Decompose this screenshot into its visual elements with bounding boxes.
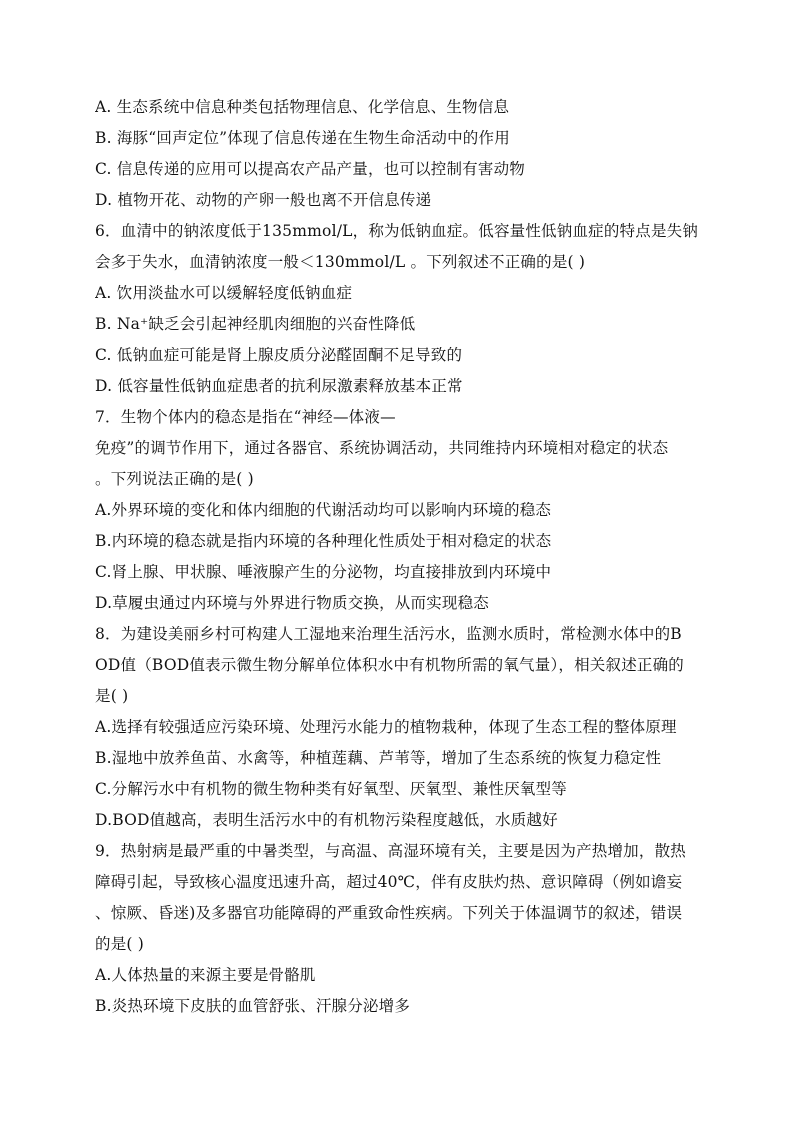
q9-stem-line-1: 9．热射病是最严重的中暑类型，与高温、高湿环境有关，主要是因为产热增加，散热 <box>95 842 686 860</box>
q9-stem-line-3: 、惊厥、昏迷)及多器官功能障碍的严重致命性疾病。下列关于体温调节的叙述，错误 <box>95 904 683 922</box>
q5-option-c: C. 信息传递的应用可以提高农产品产量，也可以控制有害动物 <box>95 160 525 178</box>
q8-option-c: C.分解污水中有机物的微生物种类有好氧型、厌氧型、兼性厌氧型等 <box>95 780 567 798</box>
q7-option-c: C.肾上腺、甲状腺、唾液腺产生的分泌物，均直接排放到内环境中 <box>95 563 552 581</box>
q5-option-d: D. 植物开花、动物的产卵一般也离不开信息传递 <box>95 191 432 209</box>
q7-option-d: D.草履虫通过内环境与外界进行物质交换，从而实现稳态 <box>95 594 490 612</box>
q8-stem-line-2: OD值（BOD值表示微生物分解单位体积水中有机物所需的氧气量），相关叙述正确的 <box>95 656 684 674</box>
q9-stem-line-2: 障碍引起，导致核心温度迅速升高，超过40℃，伴有皮肤灼热、意识障碍（例如谵妄 <box>95 873 683 891</box>
q8-stem-line-3: 是( ) <box>95 687 129 705</box>
q7-stem-line-3: 。下列说法正确的是( ) <box>95 470 254 488</box>
q6-stem-line-1: 6．血清中的钠浓度低于135mmol/L，称为低钠血症。低容量性低钠血症的特点是失钠 <box>95 222 699 240</box>
q7-stem-line-1: 7．生物个体内的稳态是指在“神经—体液— <box>95 408 396 426</box>
q5-option-b: B. 海豚“回声定位”体现了信息传递在生物生命活动中的作用 <box>95 129 510 147</box>
q5-option-a: A. 生态系统中信息种类包括物理信息、化学信息、生物信息 <box>95 98 510 116</box>
q7-option-a: A.外界环境的变化和体内细胞的代谢活动均可以影响内环境的稳态 <box>95 501 552 519</box>
q7-option-b: B.内环境的稳态就是指内环境的各种理化性质处于相对稳定的状态 <box>95 532 552 550</box>
q8-option-b: B.湿地中放养鱼苗、水禽等，种植莲藕、芦苇等，增加了生态系统的恢复力稳定性 <box>95 749 662 767</box>
q6-stem-line-2: 会多于失水，血清钠浓度一般＜130mmol/L 。下列叙述不正确的是( ) <box>95 253 586 271</box>
q8-option-d: D.BOD值越高，表明生活污水中的有机物污染程度越低，水质越好 <box>95 811 558 829</box>
q7-stem-line-2: 免疫”的调节作用下，通过各器官、系统协调活动，共同维持内环境相对稳定的状态 <box>95 439 669 457</box>
q8-stem-line-1: 8．为建设美丽乡村可构建人工湿地来治理生活污水，监测水质时，常检测水体中的B <box>95 625 682 643</box>
q9-option-b: B.炎热环境下皮肤的血管舒张、汗腺分泌增多 <box>95 997 411 1015</box>
q6-option-a: A. 饮用淡盐水可以缓解轻度低钠血症 <box>95 284 353 302</box>
q8-option-a: A.选择有较强适应污染环境、处理污水能力的植物栽种，体现了生态工程的整体原理 <box>95 718 677 736</box>
q6-option-c: C. 低钠血症可能是肾上腺皮质分泌醛固酮不足导致的 <box>95 346 463 364</box>
q9-stem-line-4: 的是( ) <box>95 935 145 953</box>
q6-option-b: B. Na⁺缺乏会引起神经肌肉细胞的兴奋性降低 <box>95 315 416 333</box>
q6-option-d: D. 低容量性低钠血症患者的抗利尿激素释放基本正常 <box>95 377 463 395</box>
q9-option-a: A.人体热量的来源主要是骨骼肌 <box>95 966 316 984</box>
